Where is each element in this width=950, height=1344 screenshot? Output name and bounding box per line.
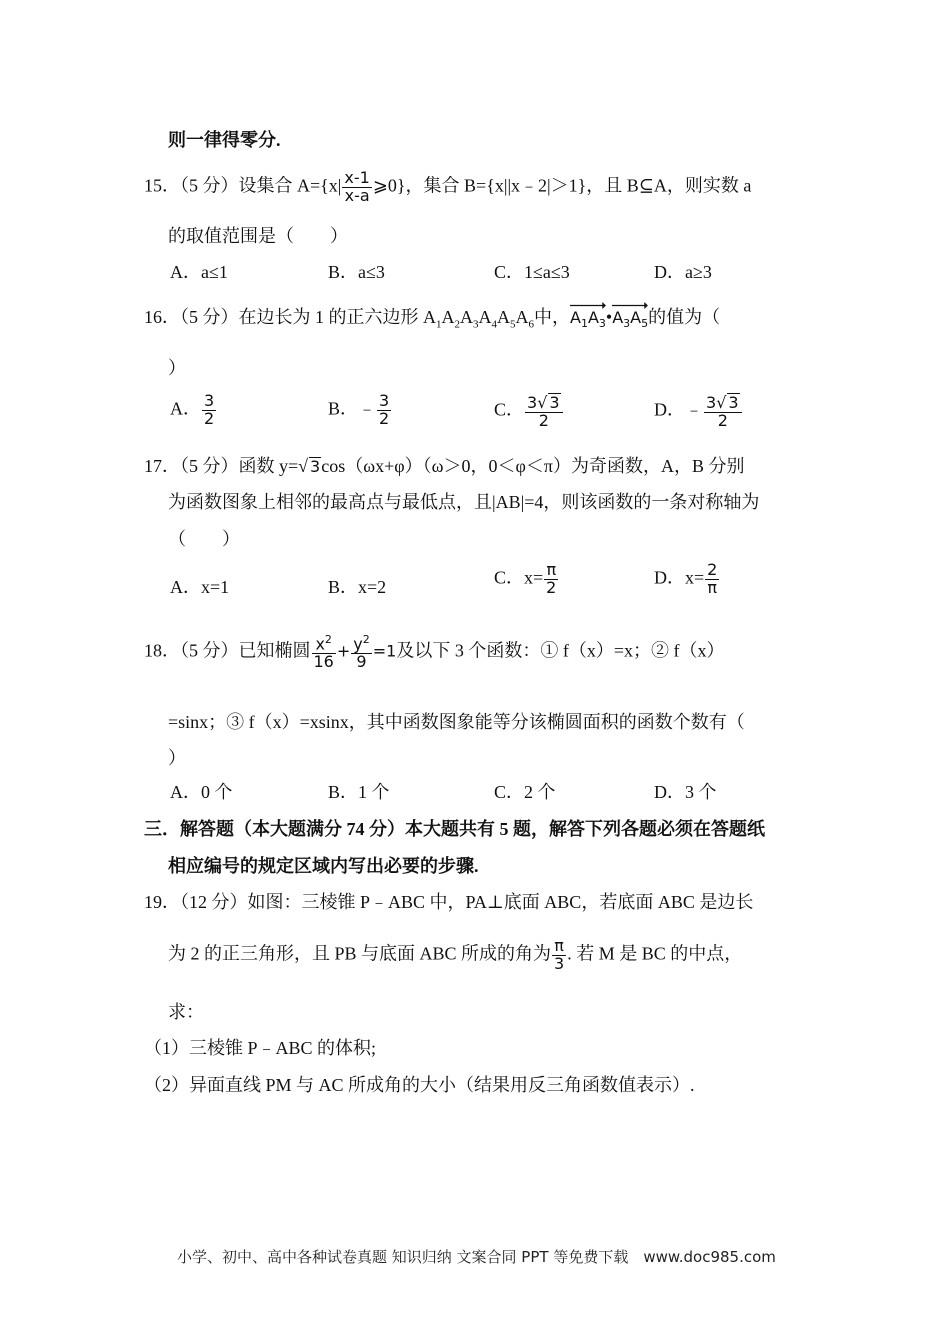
q17-line2: 为函数图象上相邻的最高点与最低点，且|AB|=4，则该函数的一条对称轴为 — [168, 492, 760, 512]
q16-hex-sub6: 6 — [528, 318, 534, 331]
q19-part2: （2）异面直线 PM 与 AC 所成角的大小（结果用反三角函数值表示）. — [144, 1075, 695, 1095]
q17-option-b: B．x=2 — [328, 577, 387, 597]
q18-text-b: 及以下 3 个函数：① f（x）=x；② f（x） — [396, 640, 725, 661]
q16-text-a: 在边长为 1 的正六边形 A — [238, 307, 436, 327]
q19-line2: 为 2 的正三角形，且 PB 与底面 ABC 所成的角为 $\frac{\pi}{3}$ . 若 M 是 BC 的中点， — [168, 936, 743, 973]
q19-number: 19． — [144, 892, 180, 912]
q18-option-c: C．2 个 — [494, 782, 556, 802]
question-17 — [144, 452, 744, 478]
q18-equals: =1 — [372, 641, 397, 661]
vector-arrow-icon — [570, 302, 606, 309]
q18-option-a: A．0 个 — [170, 782, 233, 802]
q15-option-a: A．a≤1 — [170, 262, 228, 282]
q15-fraction — [342, 170, 371, 205]
q16-score: （5 分） — [180, 307, 239, 327]
q17-option-a: A．x=1 — [170, 577, 230, 597]
q17-score: （5 分） — [180, 456, 239, 476]
q16-hex-letter: A — [441, 307, 455, 327]
q16-hex-sub1: 1 — [436, 318, 442, 331]
q18-line2: =sinx；③ f（x）=xsinx，其中函数图象能等分该椭圆面积的函数个数有（ — [168, 712, 745, 732]
q19-line3: 求： — [168, 1002, 204, 1022]
q18-text-a: 已知椭圆 — [238, 640, 311, 661]
q17-radicand: 3 — [310, 457, 321, 476]
section3-heading: 三．解答题（本大题满分 74 分）本大题共有 5 题，解答下列各题必须在答题纸 — [144, 819, 765, 839]
q16-number: 16． — [144, 307, 180, 327]
q17-option-d: D．x= $\frac{2}{\pi}$ — [654, 560, 718, 597]
q16-text-c: 的值为（ — [648, 307, 721, 327]
sqrt-icon: √ — [298, 456, 309, 476]
q16-hex-sub3: 3 — [473, 318, 479, 331]
q18-fraction-y: $\frac{y^2}{9}$ — [353, 633, 370, 672]
q15-frac-den: x-a — [344, 185, 370, 205]
q15-option-b: B．a≤3 — [328, 262, 385, 282]
q16-hex-letter: A — [478, 307, 492, 327]
q16-option-a: A． $\frac{3}{2}$ — [170, 391, 215, 428]
q15-number: 15． — [144, 175, 180, 196]
q15-option-c: C．1≤a≤3 — [494, 262, 570, 282]
q16-vector-a1a3: $A_1A_3$ — [570, 302, 606, 330]
q16-dot: • — [605, 307, 613, 327]
q15-line2: 的取值范围是（ ） — [168, 226, 348, 246]
q18-option-d: D．3 个 — [654, 782, 717, 802]
q18-score: （5 分） — [180, 640, 239, 661]
q15-text-a: 设集合 A={x| — [238, 175, 342, 196]
q15-text-b: ⩾0}，集合 B={x||x﹣2|＞1}，且 B⊆A，则实数 a — [372, 175, 752, 196]
q16-hex-letter: A — [515, 307, 529, 327]
q19-fraction: $\frac{\pi}{3}$ — [554, 936, 565, 973]
q17-line3: （ ） — [168, 529, 240, 549]
q19-line1: 如图：三棱锥 P﹣ABC 中，PA⊥底面 ABC，若底面 ABC 是边长 — [247, 892, 754, 912]
q16-text-b: 中， — [534, 307, 570, 327]
q18-plus: + — [336, 641, 351, 661]
q15-score: （5 分） — [180, 175, 239, 196]
q17-number: 17． — [144, 456, 180, 476]
question-18 — [144, 634, 724, 671]
q15-frac-num: x-1 — [344, 168, 370, 187]
q18-option-b: B．1 个 — [328, 782, 390, 802]
q16-option-b: B．﹣ $\frac{3}{2}$ — [328, 391, 390, 428]
q15-option-d: D．a≥3 — [654, 262, 712, 282]
q17-option-c: C．x= $\frac{\pi}{2}$ — [494, 560, 557, 597]
page-footer: 小学、初中、高中各种试卷真题 知识归纳 文案合同 PPT 等免费下载 www.doc985.com — [177, 1248, 776, 1266]
q18-fraction-x: $\frac{x^2}{16}$ — [313, 633, 334, 672]
question-16 — [144, 302, 720, 331]
q16-option-d: D．﹣ $\frac{3√ 3}{2}$ — [654, 393, 743, 430]
q19-part1: （1）三棱锥 P﹣ABC 的体积; — [144, 1038, 377, 1058]
question-15 — [144, 170, 751, 205]
q17-text-a: 函数 y= — [238, 456, 299, 476]
q16-vector-a3a5: $A_3A_5$ — [612, 302, 648, 330]
q18-number: 18． — [144, 640, 180, 661]
sqrt-icon: √ — [537, 393, 548, 412]
q16-hex-letter: A — [497, 307, 510, 327]
vector-arrow-icon — [612, 302, 648, 309]
q16-hex-sub5: 5 — [510, 318, 516, 331]
intro-line: 则一律得零分. — [168, 130, 281, 150]
q18-line3: ） — [168, 748, 186, 768]
q16-hex-sub2: 2 — [454, 318, 460, 331]
sqrt-icon: √ — [716, 393, 727, 412]
section3-heading-line2: 相应编号的规定区域内写出必要的步骤. — [168, 856, 479, 876]
q16-option-c: C． $\frac{3√ 3}{2}$ — [494, 393, 564, 430]
q16-line2: ） — [168, 358, 186, 378]
question-19 — [144, 888, 753, 914]
q16-hex-sub4: 4 — [491, 318, 497, 331]
q19-score: （12 分） — [180, 892, 248, 912]
q17-text-b: cos（ωx+φ）（ω＞0，0＜φ＜π）为奇函数，A，B 分别 — [321, 456, 745, 476]
q16-hex-letter: A — [460, 307, 473, 327]
